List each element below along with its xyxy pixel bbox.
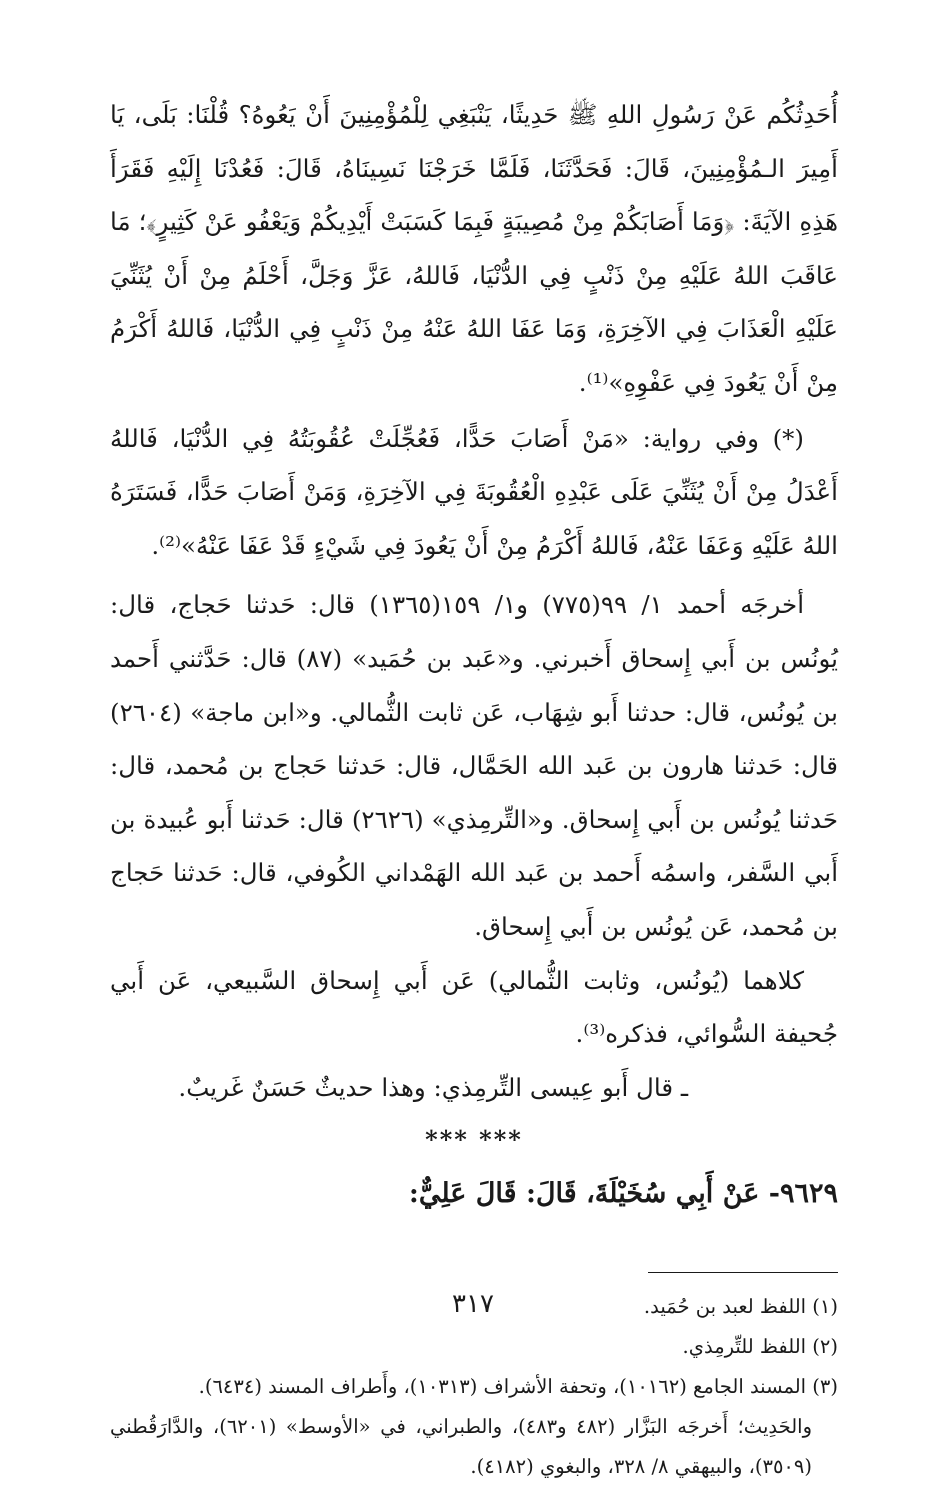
footnote-1: (١) اللفظ لعبد بن حُمَيد.	[643, 1295, 838, 1319]
footnote-2: (٢) اللفظ للتِّرمِذي.	[682, 1335, 838, 1359]
page-number: ٣١٧	[452, 1289, 494, 1319]
tirmidhi-grading-line: ـ قال أَبو عِيسى التِّرمِذي: وهذا حديثٌ حَسَنٌ غَريبٌ.	[178, 1072, 688, 1102]
hadith-text-paragraph: أُحَدِثُكُم عَنْ رَسُولِ اللهِ ﷺ حَدِيثًا، يَنْبَغِي لِلْمُؤْمِنِينَ أَنْ يَعُوهُ؟ قُلْنَا: بَلَى، يَا أَمِيرَ الـمُؤْمِنِينَ، قَالَ: فَحَدَّثَنَا، فَلَمَّا خَرَجْنَا نَسِينَاهُ، قَالَ: فَعُدْنَا إِلَيْهِ فَقَرَأَ هَذِهِ الآيَةَ: ﴿وَمَا أَصَابَكُمْ مِنْ مُصِيبَةٍ فَبِمَا كَسَبَتْ أَيْدِيكُمْ وَيَعْفُو عَنْ كَثِيرٍ﴾؛ مَا عَاقَبَ اللهُ عَلَيْهِ مِنْ ذَنْبٍ فِي الدُّنْيَا، فَاللهُ، عَزَّ وَجَلَّ، أَحْلَمُ مِنْ أَنْ يُثَنِّيَ عَلَيْهِ الْعَذَابَ فِي الآخِرَةِ، وَمَا عَفَا اللهُ عَنْهُ مِنْ ذَنْبٍ فِي الدُّنْيَا، فَاللهُ أَكْرَمُ مِنْ أَنْ يَعُودَ فِي عَفْوِهِ»⁽¹⁾.	[110, 100, 838, 397]
footnote-divider	[648, 1272, 838, 1273]
hadith-number-heading: ٩٦٢٩- عَنْ أَبِي سُخَيْلَةَ، قَالَ: قَالَ عَلِيٌّ:	[408, 1178, 838, 1210]
page-body	[110, 88, 838, 1487]
alternate-narration-paragraph: (*) وفي رواية: «مَنْ أَصَابَ حَدًّا، فَعُجِّلَتْ عُقُوبَتُهُ فِي الدُّنْيَا، فَاللهُ أَعْدَلُ مِنْ أَنْ يُثَنِّيَ عَلَى عَبْدِهِ الْعُقُوبَةَ فِي الآخِرَةِ، وَمَنْ أَصَابَ حَدًّا، فَسَتَرَهُ اللهُ عَلَيْهِ وَعَفَا عَنْهُ، فَاللهُ أَكْرَمُ مِنْ أَنْ يَعُودَ فِي شَيْءٍ قَدْ عَفَا عَنْهُ»⁽²⁾.	[110, 423, 838, 560]
footnote-3: (٣) المسند الجامع (١٠١٦٢)، وتحفة الأشراف (١٠٣١٣)، وأَطراف المسند (٦٤٣٤).	[198, 1375, 838, 1399]
chain-summary-paragraph: كلاهما (يُونُس، وثابت الثُّمالي) عَن أَبي إِسحاق السَّبيعي، عَن أَبي جُحيفة السُّوائي، فذكره⁽³⁾.	[110, 965, 838, 1049]
takhrij-paragraph: أخرجَه أحمد ١/ ٩٩(٧٧٥) و١/ ١٥٩(١٣٦٥) قال: حَدثنا حَجاج، قال: يُونُس بن أَبي إِسحاق أَخبرني. و«عَبد بن حُمَيد» (٨٧) قال: حَدَّثني أَحمد بن يُونُس، قال: حدثنا أَبو شِهَاب، عَن ثابت الثُّمالي. و«ابن ماجة» (٢٦٠٤) قال: حَدثنا هارون بن عَبد الله الحَمَّال، قال: حَدثنا حَجاج بن مُحمد، قال: حَدثنا يُونُس بن أَبي إِسحاق. و«التِّرمِذي» (٢٦٢٦) قال: حَدثنا أَبو عُبيدة بن أَبي السَّفر، واسمُه أَحمد بن عَبد الله الهَمْداني الكُوفي، قال: حَدثنا حَجاج بن مُحمد، عَن يُونُس بن أَبي إِسحاق.	[110, 590, 839, 941]
section-separator: *** ***	[425, 1125, 523, 1155]
footnote-3-continuation: والحَدِيث؛ أَخرجَه البَزَّار (٤٨٢ و٤٨٣)، والطبراني، في «الأوسط» (٦٢٠١)، والدَّارَقُطني (٣٥٠٩)، والبيهقي ٨/ ٣٢٨، والبغوي (٤١٨٢).	[110, 1415, 812, 1479]
